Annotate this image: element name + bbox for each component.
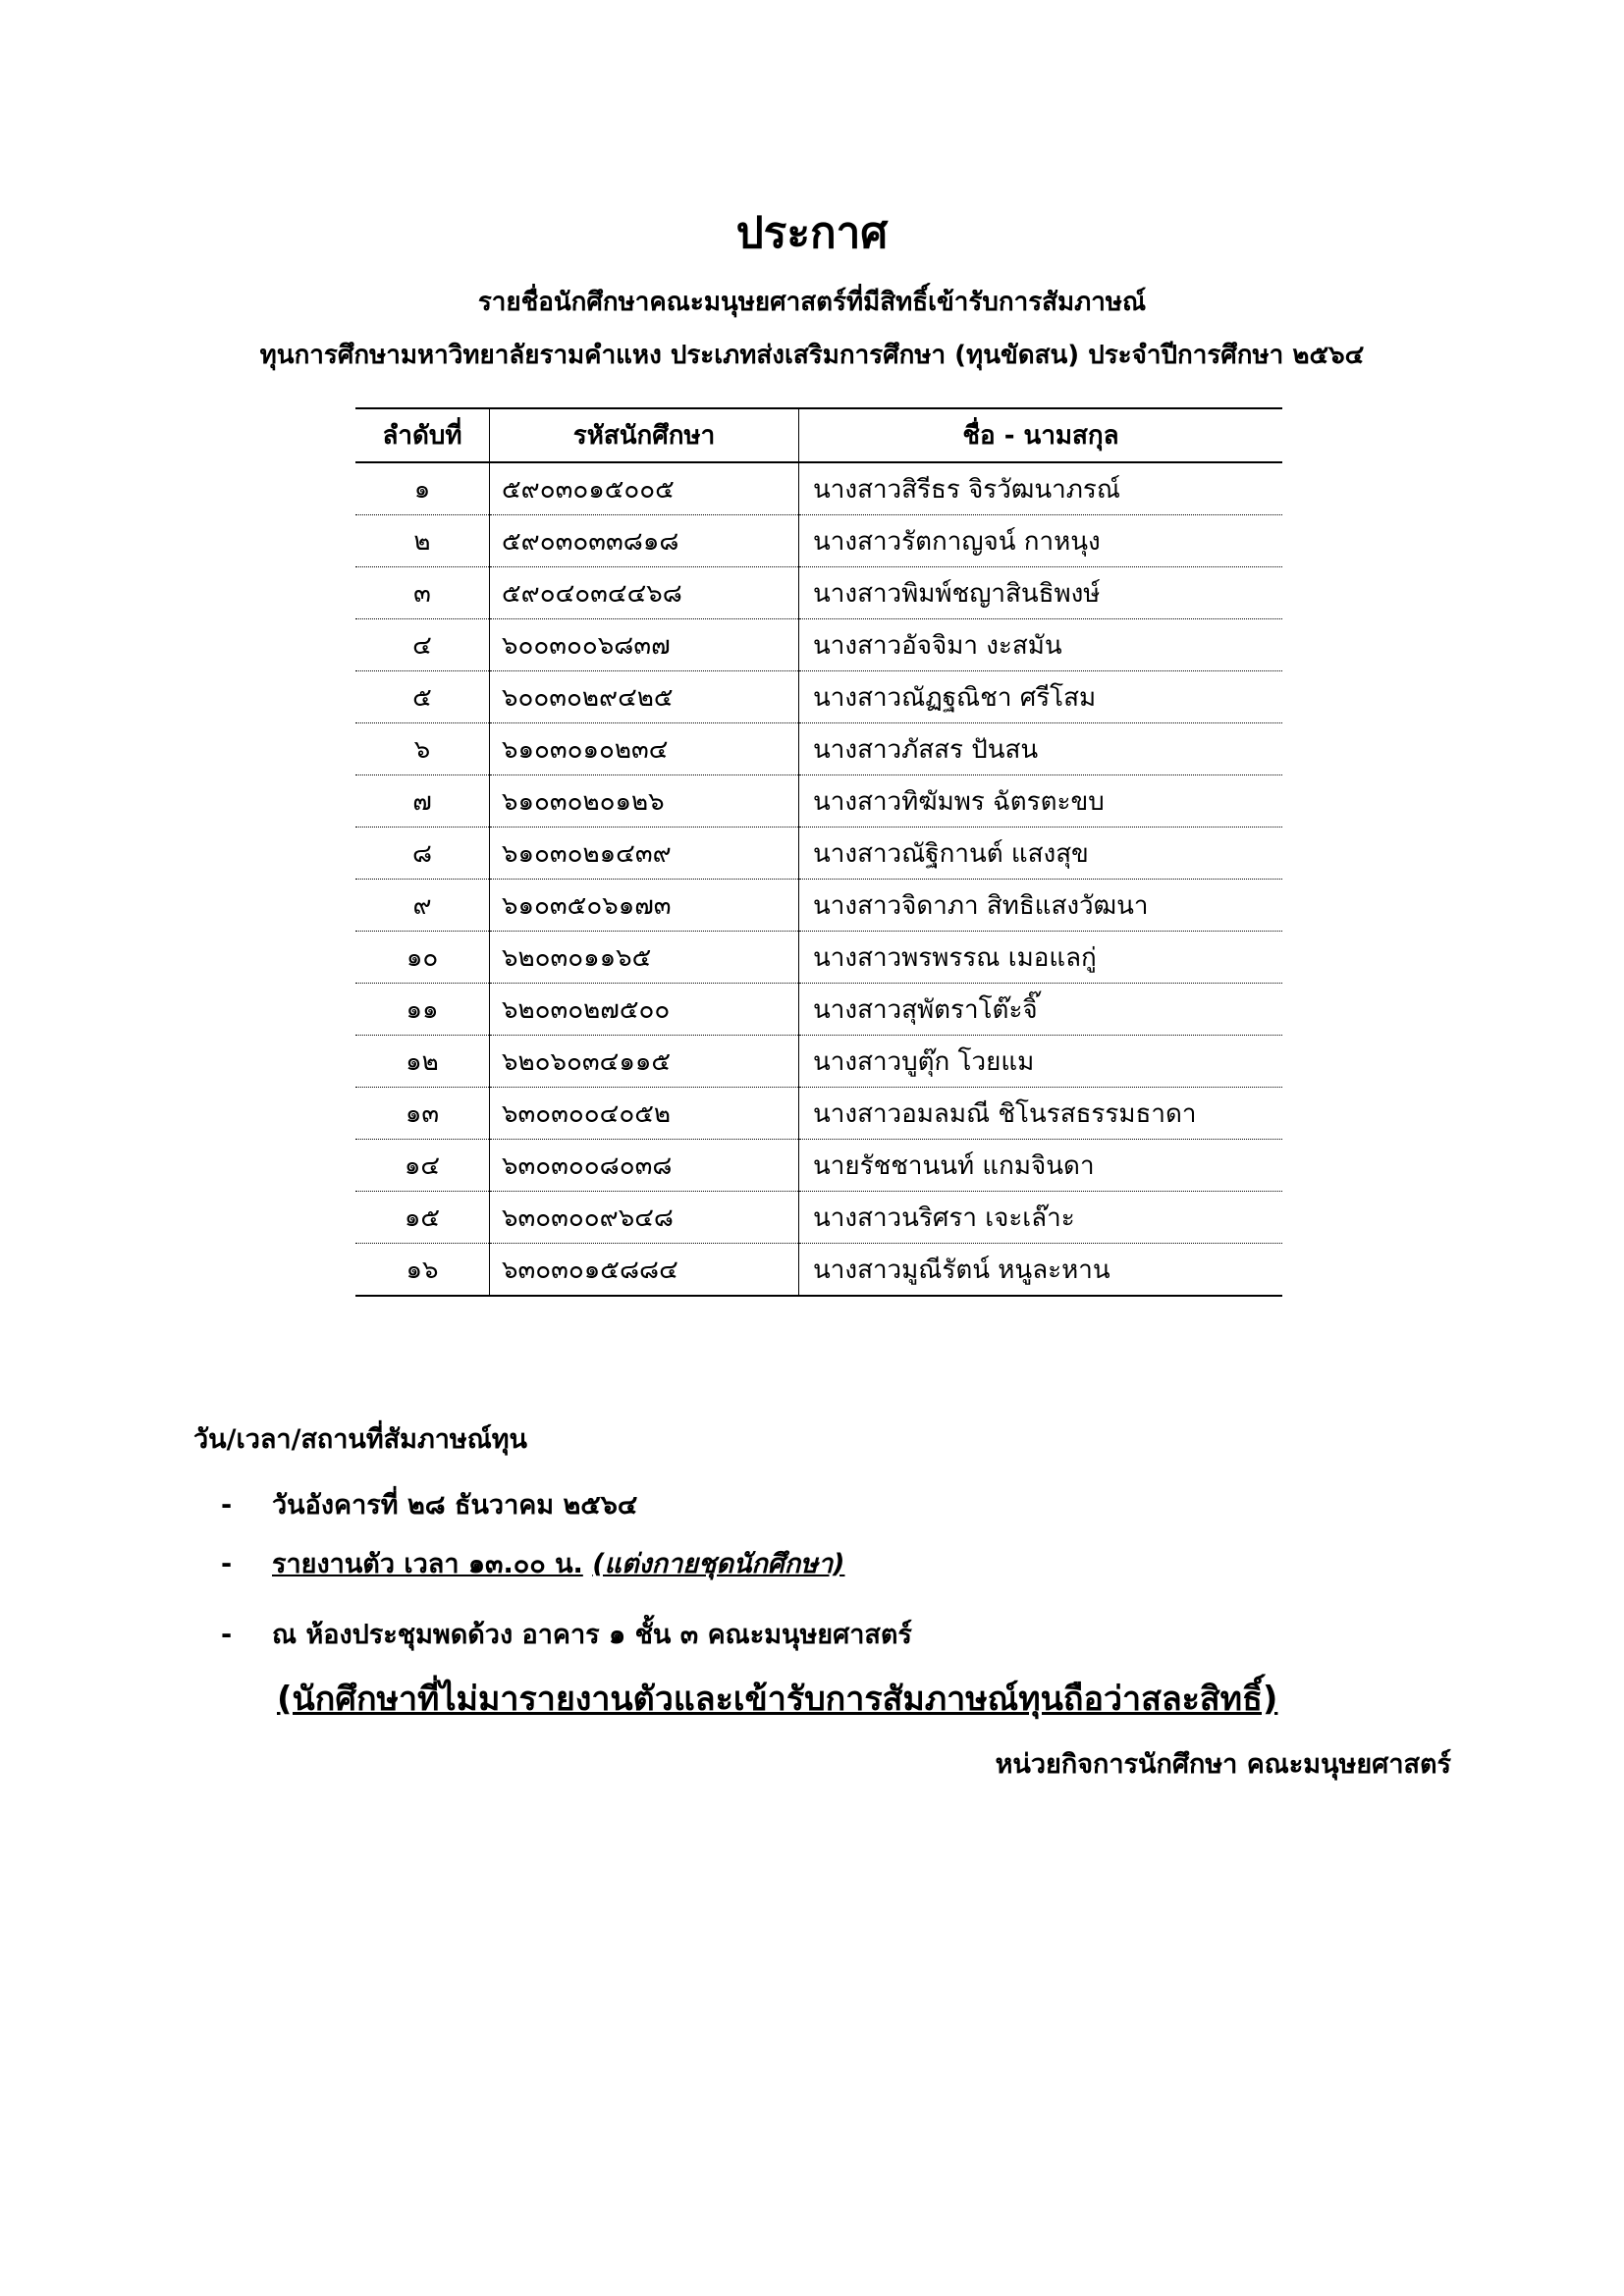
- row-name: นางสาวพรพรรณ เมอแลกู่: [799, 932, 1283, 984]
- header-order: ลำดับที่: [355, 408, 490, 462]
- row-name: นางสาวรัตกาญจน์ กาหนุง: [799, 515, 1283, 567]
- row-name: นางสาวบูตุ๊ก โวยแม: [799, 1036, 1283, 1088]
- schedule-venue-item: [221, 1616, 912, 1655]
- row-student-id: ๖๒๐๓๐๑๑๖๕: [490, 932, 799, 984]
- row-student-id: ๕๙๐๔๐๓๔๔๖๘: [490, 567, 799, 619]
- table-header-row: [355, 408, 1282, 462]
- row-student-id: ๖๓๐๓๐๐๔๐๕๒: [490, 1088, 799, 1140]
- schedule-heading: วัน/เวลา/สถานที่สัมภาษณ์ทุน: [193, 1424, 528, 1455]
- row-order: ๑: [355, 462, 490, 515]
- table-row: [355, 619, 1282, 671]
- row-student-id: ๕๙๐๓๐๓๓๘๑๘: [490, 515, 799, 567]
- schedule-date: วันอังคารที่ ๒๘ ธันวาคม ๒๕๖๔: [272, 1490, 638, 1521]
- row-order: ๑๔: [355, 1140, 490, 1192]
- row-student-id: ๖๓๐๓๐๐๙๖๔๘: [490, 1192, 799, 1244]
- row-name: นางสาวณัฏฐณิชา ศรีโสม: [799, 671, 1283, 723]
- subtitle-line-2: ทุนการศึกษามหาวิทยาลัยรามคำแหง ประเภทส่งเสริมการศึกษา (ทุนขัดสน) ประจำปีการศึกษา ๒๕๖๔: [259, 341, 1365, 370]
- row-name: นางสาวอัจจิมา งะสมัน: [799, 619, 1283, 671]
- table-row: [355, 880, 1282, 932]
- issuing-unit-signature: หน่วยกิจการนักศึกษา คณะมนุษยศาสตร์: [995, 1749, 1451, 1780]
- schedule-venue: ณ ห้องประชุมพดด้วง อาคาร ๑ ชั้น ๓ คณะมนุษยศาสตร์: [272, 1620, 912, 1650]
- table-row: [355, 567, 1282, 619]
- row-order: ๑๒: [355, 1036, 490, 1088]
- dress-code-note: (แต่งกายชุดนักศึกษา): [592, 1549, 845, 1579]
- row-student-id: ๖๓๐๓๐๐๘๐๓๘: [490, 1140, 799, 1192]
- row-name: นางสาวณัฐิกานต์ แสงสุข: [799, 828, 1283, 880]
- row-order: ๑๑: [355, 984, 490, 1036]
- row-student-id: ๖๑๐๓๐๒๑๔๓๙: [490, 828, 799, 880]
- row-order: ๒: [355, 515, 490, 567]
- row-student-id: ๖๓๐๓๐๑๕๘๘๔: [490, 1244, 799, 1297]
- row-student-id: ๖๑๐๓๐๑๐๒๓๔: [490, 723, 799, 775]
- row-order: ๗: [355, 775, 490, 828]
- table-row: [355, 515, 1282, 567]
- row-name: นายรัชชานนท์ แกมจินดา: [799, 1140, 1283, 1192]
- row-order: ๑๖: [355, 1244, 490, 1297]
- row-student-id: ๖๑๐๓๕๐๖๑๗๓: [490, 880, 799, 932]
- subtitle-line-1: รายชื่อนักศึกษาคณะมนุษยศาสตร์ที่มีสิทธิ์เข้ารับการสัมภาษณ์: [477, 288, 1147, 317]
- table-row: [355, 984, 1282, 1036]
- row-order: ๙: [355, 880, 490, 932]
- row-order: ๑๐: [355, 932, 490, 984]
- row-name: นางสาวนริศรา เจะเล๊าะ: [799, 1192, 1283, 1244]
- table-row: [355, 1140, 1282, 1192]
- header-name: ชื่อ - นามสกุล: [799, 408, 1283, 462]
- table-row: [355, 671, 1282, 723]
- row-student-id: ๖๒๐๖๐๓๔๑๑๕: [490, 1036, 799, 1088]
- student-roster-table: [355, 407, 1282, 1297]
- row-student-id: ๖๐๐๓๐๐๖๘๓๗: [490, 619, 799, 671]
- row-order: ๖: [355, 723, 490, 775]
- row-order: ๓: [355, 567, 490, 619]
- row-student-id: ๖๒๐๓๐๒๗๕๐๐: [490, 984, 799, 1036]
- table-body: [355, 462, 1282, 1296]
- row-order: ๘: [355, 828, 490, 880]
- table-row: [355, 462, 1282, 515]
- row-student-id: ๖๑๐๓๐๒๐๑๒๖: [490, 775, 799, 828]
- row-name: นางสาวภัสสร ปันสน: [799, 723, 1283, 775]
- table-row: [355, 932, 1282, 984]
- row-student-id: ๖๐๐๓๐๒๙๔๒๕: [490, 671, 799, 723]
- row-order: ๔: [355, 619, 490, 671]
- row-name: นางสาวทิฆัมพร ฉัตรตะขบ: [799, 775, 1283, 828]
- row-order: ๑๓: [355, 1088, 490, 1140]
- bullet-dash: -: [221, 1490, 233, 1521]
- row-name: นางสาวสิรีธร จิรวัฒนาภรณ์: [799, 462, 1283, 515]
- table-row: [355, 1244, 1282, 1297]
- table-row: [355, 775, 1282, 828]
- row-name: นางสาวมูณีรัตน์ หนูละหาน: [799, 1244, 1283, 1297]
- forfeit-warning: (นักศึกษาที่ไม่มารายงานตัวและเข้ารับการสัมภาษณ์ทุนถือว่าสละสิทธิ์): [277, 1680, 1278, 1719]
- row-order: ๑๕: [355, 1192, 490, 1244]
- schedule-date-item: [221, 1486, 637, 1525]
- schedule-report-item: [221, 1545, 844, 1584]
- row-name: นางสาวจิดาภา สิทธิแสงวัฒนา: [799, 880, 1283, 932]
- header-student-id: รหัสนักศึกษา: [490, 408, 799, 462]
- table-row: [355, 1192, 1282, 1244]
- row-name: นางสาวอมลมณี ชิโนรสธรรมธาดา: [799, 1088, 1283, 1140]
- table-row: [355, 1036, 1282, 1088]
- table-row: [355, 828, 1282, 880]
- report-time: รายงานตัว เวลา ๑๓.๐๐ น.: [272, 1549, 583, 1579]
- row-name: นางสาวสุพัตราโต๊ะจิ๊: [799, 984, 1283, 1036]
- page-title: ประกาศ: [735, 208, 889, 258]
- table-row: [355, 723, 1282, 775]
- table-row: [355, 1088, 1282, 1140]
- row-name: นางสาวพิมพ์ชญาสินธิพงษ์: [799, 567, 1283, 619]
- bullet-dash: -: [221, 1620, 233, 1650]
- row-student-id: ๕๙๐๓๐๑๕๐๐๕: [490, 462, 799, 515]
- bullet-dash: -: [221, 1549, 233, 1579]
- row-order: ๕: [355, 671, 490, 723]
